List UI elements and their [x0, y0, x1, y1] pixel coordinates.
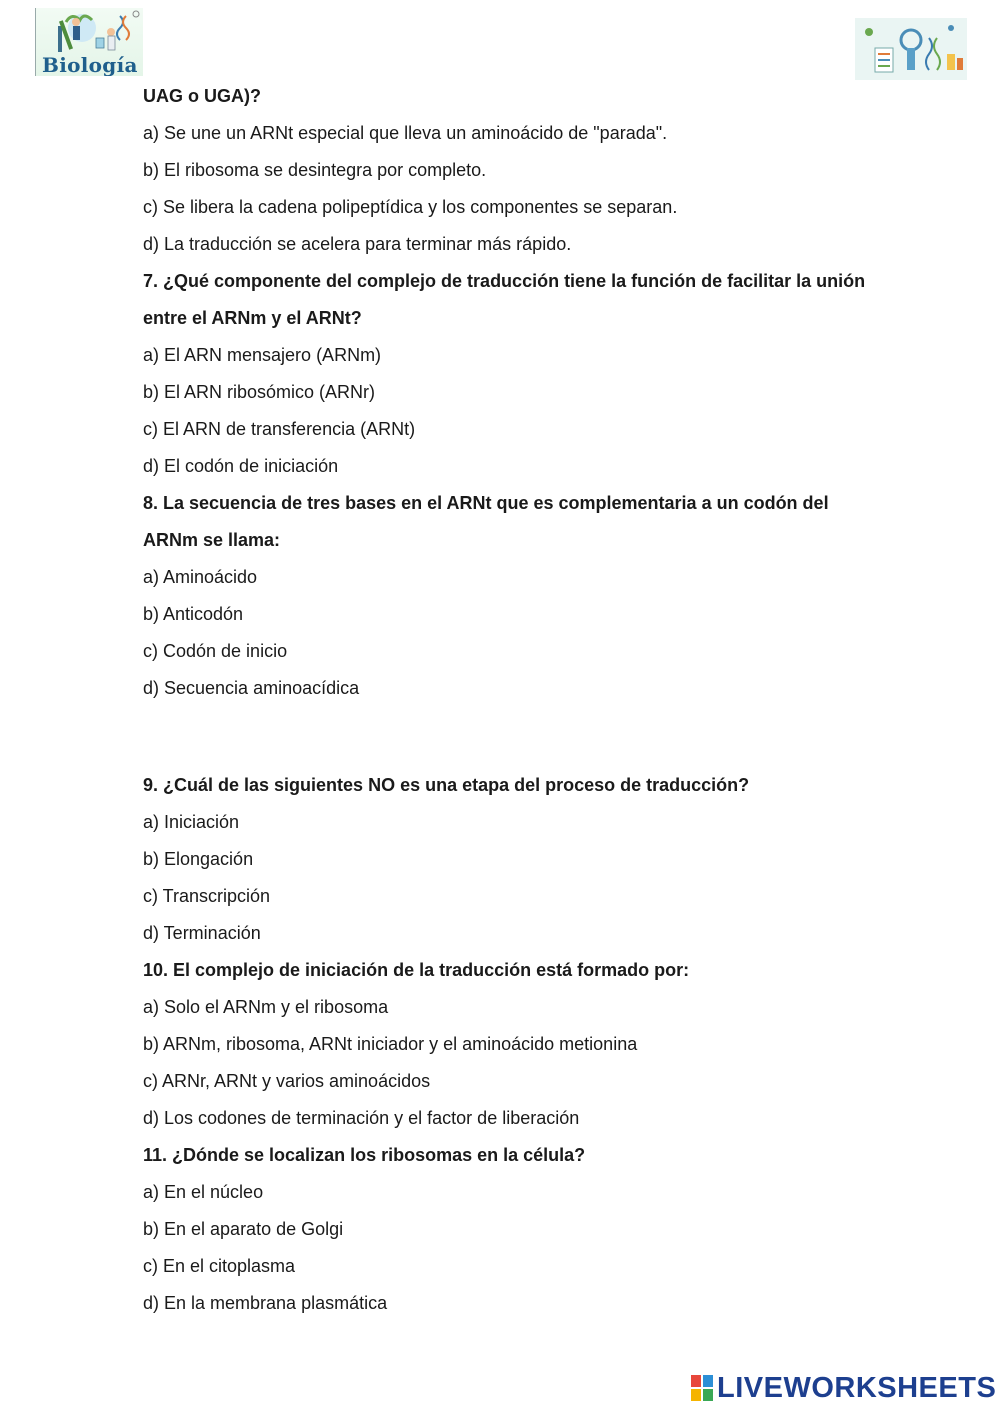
- q11-option-a[interactable]: a) En el núcleo: [143, 1182, 264, 1202]
- liveworksheets-branding: [691, 1373, 996, 1403]
- worksheet-body: [143, 78, 866, 1322]
- q11-option-b[interactable]: b) En el aparato de Golgi: [143, 1219, 344, 1239]
- question-10: 10. El complejo de iniciación de la traducción está formado por:: [143, 960, 690, 980]
- q9-option-a[interactable]: a) Iniciación: [143, 812, 240, 832]
- q6-option-a[interactable]: a) Se une un ARNt especial que lleva un aminoácido de "parada".: [143, 123, 668, 143]
- liveworksheets-logo-icon: [691, 1375, 713, 1401]
- q10-option-b[interactable]: b) ARNm, ribosoma, ARNt iniciador y el aminoácido metionina: [143, 1034, 638, 1054]
- science-logo: [855, 18, 967, 80]
- liveworksheets-wordmark: LIVEWORKSHEETS: [717, 1371, 997, 1404]
- q11-option-d[interactable]: d) En la membrana plasmática: [143, 1293, 388, 1313]
- lab-equipment-illustration: [855, 18, 967, 80]
- q10-option-a[interactable]: a) Solo el ARNm y el ribosoma: [143, 997, 389, 1017]
- section-spacer: [143, 707, 863, 767]
- question-8-line-2: ARNm se llama:: [143, 530, 281, 550]
- q7-option-b[interactable]: b) El ARN ribosómico (ARNr): [143, 382, 376, 402]
- biologia-logo: [35, 8, 143, 76]
- q8-option-c[interactable]: c) Codón de inicio: [143, 641, 288, 661]
- question-9: 9. ¿Cuál de las siguientes NO es una etapa del proceso de traducción?: [143, 775, 750, 795]
- logo-title: Biología: [42, 53, 138, 76]
- question-7-line-1: 7. ¿Qué componente del complejo de traducción tiene la función de facilitar la unión: [143, 271, 866, 291]
- q6-option-c[interactable]: c) Se libera la cadena polipeptídica y los componentes se separan.: [143, 197, 678, 217]
- q11-option-c[interactable]: c) En el citoplasma: [143, 1256, 296, 1276]
- q7-option-a[interactable]: a) El ARN mensajero (ARNm): [143, 345, 382, 365]
- q9-option-b[interactable]: b) Elongación: [143, 849, 254, 869]
- q8-option-a[interactable]: a) Aminoácido: [143, 567, 258, 587]
- q7-option-c[interactable]: c) El ARN de transferencia (ARNt): [143, 419, 416, 439]
- q9-option-c[interactable]: c) Transcripción: [143, 886, 271, 906]
- question-8-line-1: 8. La secuencia de tres bases en el ARNt que es complementaria a un codón del: [143, 493, 829, 513]
- q6-option-b[interactable]: b) El ribosoma se desintegra por completo.: [143, 160, 487, 180]
- q8-option-b[interactable]: b) Anticodón: [143, 604, 244, 624]
- q10-option-c[interactable]: c) ARNr, ARNt y varios aminoácidos: [143, 1071, 431, 1091]
- q8-option-d[interactable]: d) Secuencia aminoacídica: [143, 678, 360, 698]
- question-7-line-2: entre el ARNm y el ARNt?: [143, 308, 362, 328]
- q9-option-d[interactable]: d) Terminación: [143, 923, 261, 943]
- question-6-tail: UAG o UGA)?: [143, 86, 261, 106]
- q10-option-d[interactable]: d) Los codones de terminación y el factor de liberación: [143, 1108, 580, 1128]
- q6-option-d[interactable]: d) La traducción se acelera para terminar más rápido.: [143, 234, 572, 254]
- q7-option-d[interactable]: d) El codón de iniciación: [143, 456, 339, 476]
- question-11: 11. ¿Dónde se localizan los ribosomas en la célula?: [143, 1145, 586, 1165]
